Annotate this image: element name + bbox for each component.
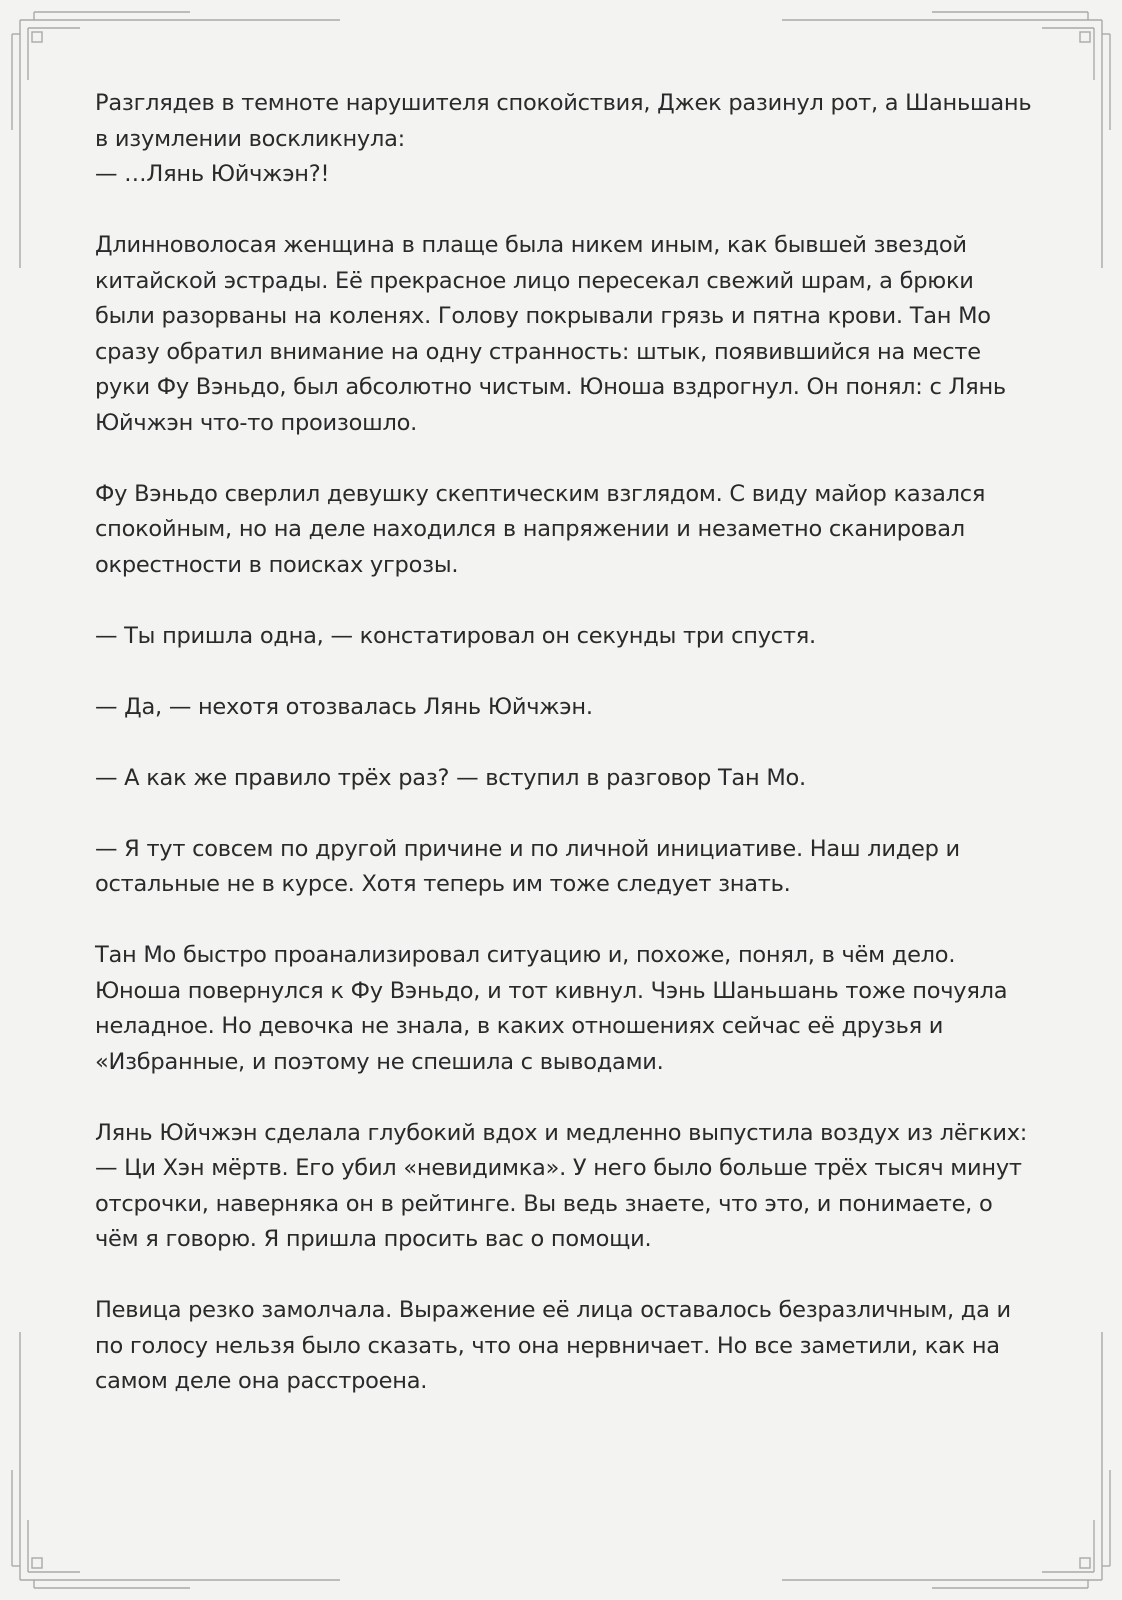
- paragraph: Фу Вэньдо сверлил девушку скептическим взглядом. С виду майор казался спокойным, но на деле находился в напряжении и незаметно сканировал окрестности в поисках угрозы.: [95, 480, 986, 578]
- paragraph: Тан Мо быстро проанализировал ситуацию и, похоже, понял, в чём дело. Юноша повернулся к Фу Вэньдо, и тот кивнул. Чэнь Шаньшань тоже почуяла неладное. Но девочка не знала, в каких отношениях сейчас её друзья и «Избранные, и поэтому не спешила с выводами.: [95, 942, 1008, 1075]
- document-body: [95, 86, 1035, 1435]
- paragraph: Лянь Юйчжэн сделала глубокий вдох и медленно выпустила воздух из лёгких: — Ци Хэн мёртв. Его убил «невидимка». У него было больше трёх тысяч минут отсрочки, наверняка он в рейтинге. Вы ведь знаете, что это, и понимаете, о чём я говорю. Я пришла просить вас о помощи.: [95, 1119, 1028, 1252]
- paragraph: Певица резко замолчала. Выражение её лица оставалось безразличным, да и по голосу нельзя было сказать, что она нервничает. Но все заметили, как на самом деле она расстроена.: [95, 1297, 1011, 1394]
- paragraph: Разглядев в темноте нарушителя спокойствия, Джек разинул рот, а Шаньшань в изумлении воскликнула: — …Лянь Юйчжэн?!: [95, 90, 1032, 187]
- paragraph: — А как же правило трёх раз? — вступил в разговор Тан Мо.: [95, 764, 806, 791]
- paragraph: — Да, — нехотя отозвалась Лянь Юйчжэн.: [95, 693, 593, 720]
- paragraph: — Ты пришла одна, — констатировал он секунды три спустя.: [95, 622, 816, 649]
- paragraph: Длинноволосая женщина в плаще была никем иным, как бывшей звездой китайской эстрады. Её прекрасное лицо пересекал свежий шрам, а брюки были разорваны на коленях. Голову покрывали грязь и пятна крови. Тан Мо сразу обратил внимание на одну странность: штык, появившийся на месте руки Фу Вэньдо, был абсолютно чистым. Юноша вздрогнул. Он понял: с Лянь Юйчжэн что-то произошло.: [95, 232, 1006, 436]
- paragraph: — Я тут совсем по другой причине и по личной инициативе. Наш лидер и остальные не в курсе. Хотя теперь им тоже следует знать.: [95, 835, 960, 897]
